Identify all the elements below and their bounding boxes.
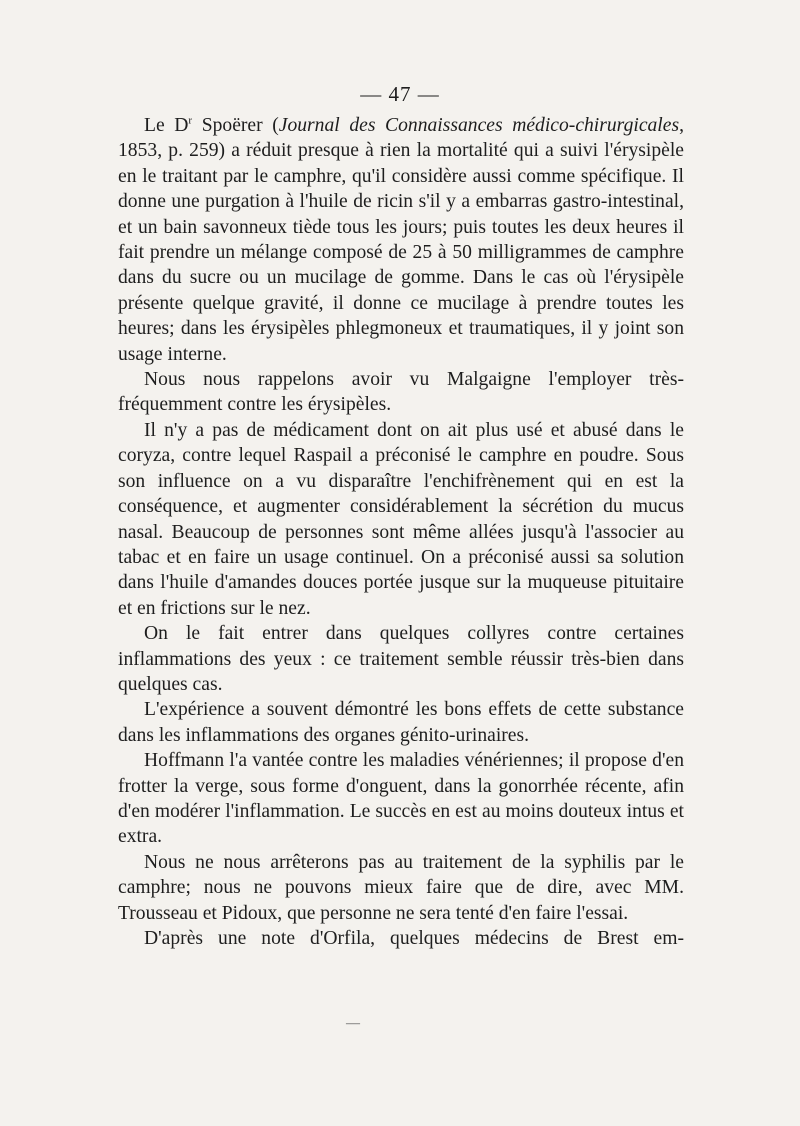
page-body [118, 113, 684, 951]
paragraph-collyres: On le fait entrer dans quelques collyres contre certaines inflammations des yeux : ce traitement semble réussir très-bien dans quelques cas. [118, 623, 684, 695]
paragraph-orfila: D'après une note d'Orfila, quelques médecins de Brest em- [144, 928, 684, 949]
page-number: — 47 — [360, 82, 440, 106]
paragraph-hoffmann: Hoffmann l'a vantée contre les maladies vénériennes; il propose d'en frotter la verge, sous forme d'onguent, dans la gonorrhée récente, afin d'en modérer l'inflammation. Le succès en est au moins douteux intus et extra. [118, 750, 684, 848]
paragraph-experience: L'expérience a souvent démontré les bons effets de cette substance dans les inflammations des organes génito-urinaires. [118, 699, 684, 746]
paragraph-syphilis: Nous ne nous arrêterons pas au traitement de la syphilis par le camphre; nous ne pouvons mieux faire que de dire, avec MM. Trousseau et Pidoux, que personne ne sera tenté d'en faire l'essai. [118, 851, 684, 924]
ink-speck: ― [346, 1016, 360, 1031]
paragraph-coryza: Il n'y a pas de médicament dont on ait plus usé et abusé dans le coryza, contre lequel Raspail a préconisé le camphre en poudre. Sous son influence on a vu disparaître l'enchifrènement qui en est la conséquence, et augmenter considérablement la sécrétion du mucus nasal. Beaucoup de personnes sont même allées jusqu'à l'associer au tabac et en faire un usage continuel. On a préconisé aussi sa solution dans l'huile d'amandes douces portée jusque sur la muqueuse pituitaire et en frictions sur le nez. [118, 419, 684, 619]
journal-title: Journal des Connaissances médico-chirurgicales [278, 115, 680, 136]
paragraph-malgaigne: Nous nous rappelons avoir vu Malgaigne l'employer très-fréquemment contre les érysipèles. [118, 369, 684, 416]
paragraph-spoerer: Le $D^r$ Spoërer (Journal des Connaissances médico-chirurgicales, 1853, p. 259) a réduit presque à rien la mortalité qui a suivi l'érysipèle en le traitant par le camphre, qu'il considère aussi comme spécifique. Il donne une purgation à l'huile de ricin s'il y a embarras gastro-intestinal, et un bain savonneux tiède tous les jours; puis toutes les deux heures il fait prendre un mélange composé de 25 à 50 milligrammes de camphre dans du sucre ou un mucilage de gomme. Dans le cas où l'érysipèle présente quelque gravité, il donne ce mucilage à prendre toutes les heures; dans les érysipèles phlegmoneux et traumatiques, il y joint son usage interne. [118, 114, 684, 365]
